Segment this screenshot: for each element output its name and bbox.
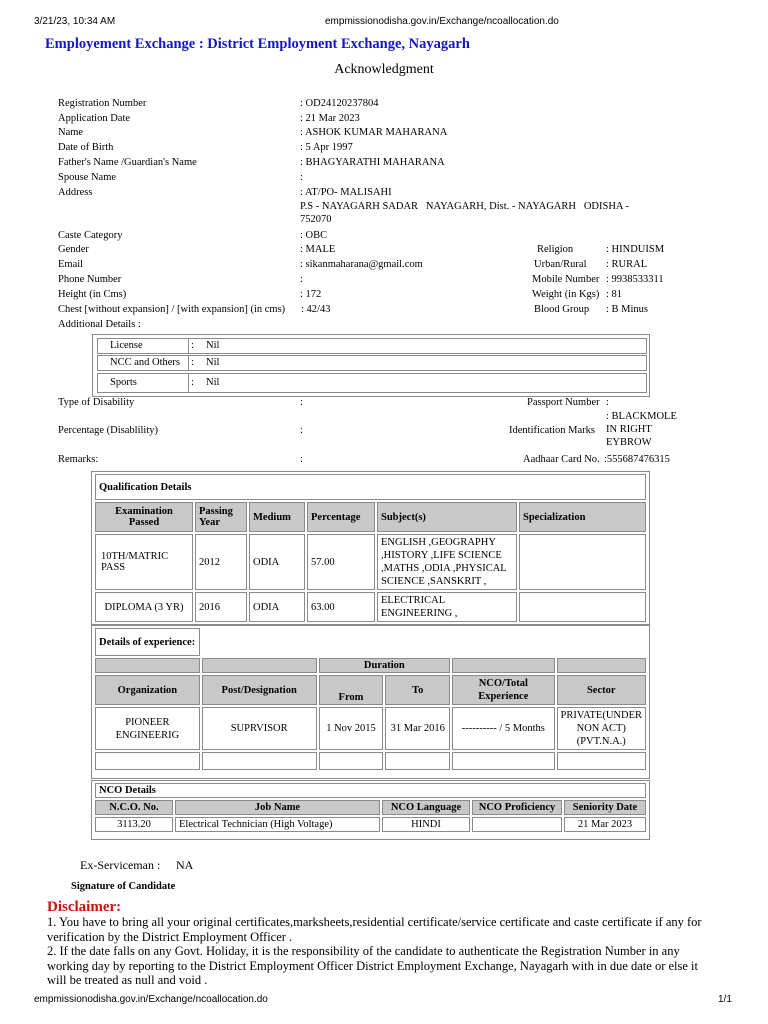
print-page-number: 1/1 — [718, 994, 732, 1005]
qual-subjects: ELECTRICAL ENGINEERING , — [377, 592, 517, 622]
qual-header-year: Passing Year — [195, 502, 247, 532]
disclaimer-point-1: 1. You have to bring all your original certificates,marksheets,residential certificate/service certificate and caste certificate if any for verification by the District Employment Officer . — [47, 915, 702, 944]
urban-label: Urban/Rural — [534, 259, 587, 270]
license-label: License — [110, 340, 143, 351]
aadhaar-label: Aadhaar Card No. — [523, 454, 600, 465]
qualification-section — [91, 471, 650, 625]
additional-row-license — [97, 338, 647, 354]
blood-value: : B Minus — [606, 304, 649, 315]
mobile-label: Mobile Number — [532, 274, 600, 285]
weight-value: : 81 — [606, 289, 623, 300]
additional-details-table — [92, 334, 650, 397]
phone-value: : — [300, 274, 303, 285]
print-footer-url: empmissionodisha.gov.in/Exchange/ncoallocation.do — [34, 994, 268, 1005]
exp-header-nco: NCO/Total Experience — [452, 675, 554, 705]
qual-header-medium: Medium — [249, 502, 305, 532]
qual-year: 2012 — [195, 534, 247, 590]
page-title: Employement Exchange : District Employment Exchange, Nayagarh — [45, 36, 470, 52]
name-label: Name — [58, 127, 84, 138]
exp-from: 1 Nov 2015 — [319, 707, 384, 750]
additional-row-ncc — [97, 355, 647, 371]
nco-job: Electrical Technician (High Voltage) — [175, 817, 380, 832]
qual-exam: DIPLOMA (3 YR) — [95, 592, 193, 622]
table-row — [95, 592, 646, 622]
exp-post: SUPRVISOR — [202, 707, 317, 750]
qual-header-specialization: Specialization — [519, 502, 646, 532]
duration-header: Duration — [319, 658, 451, 673]
qual-medium: ODIA — [249, 534, 305, 590]
table-row — [95, 817, 646, 832]
license-value: Nil — [206, 340, 220, 351]
license-sep: : — [188, 339, 194, 353]
religion-label: Religion — [537, 244, 574, 255]
print-datetime: 3/21/23, 10:34 AM — [34, 16, 116, 27]
ex-serviceman-label: Ex-Serviceman : — [80, 858, 161, 872]
email-value: : sikanmaharana@gmail.com — [300, 259, 423, 270]
spouse-value: : — [300, 172, 303, 183]
sports-sep: : — [188, 374, 194, 392]
disability-label: Type of Disability — [58, 397, 135, 408]
ncc-sep: : — [188, 356, 194, 370]
weight-label: Weight (in Kgs) — [532, 289, 600, 300]
spouse-label: Spouse Name — [58, 172, 117, 183]
nco-section — [91, 780, 650, 840]
gender-value: : MALE — [300, 244, 336, 255]
qual-spec — [519, 592, 646, 622]
table-row — [95, 707, 646, 750]
signature-label: Signature of Candidate — [71, 881, 176, 892]
qual-spec — [519, 534, 646, 590]
ncc-label: NCC and Others — [110, 357, 180, 368]
print-url: empmissionodisha.gov.in/Exchange/ncoallocation.do — [325, 16, 559, 27]
father-label: Father's Name /Guardian's Name — [58, 157, 197, 168]
exp-header-sector: Sector — [557, 675, 646, 705]
dob-value: : 5 Apr 1997 — [300, 142, 353, 153]
reg-label: Registration Number — [58, 98, 147, 109]
experience-section — [91, 625, 650, 779]
exp-header-from: From — [319, 675, 384, 705]
nco-title: NCO Details — [95, 783, 646, 798]
exp-to: 31 Mar 2016 — [385, 707, 450, 750]
table-row-empty — [95, 752, 646, 770]
address-label: Address — [58, 187, 93, 198]
sports-label: Sports — [110, 377, 137, 388]
appdate-value: : 21 Mar 2023 — [300, 113, 360, 124]
passport-label: Passport Number — [527, 397, 600, 408]
disability-value: : — [300, 397, 303, 408]
reg-value: : OD24120237804 — [300, 98, 379, 109]
dob-label: Date of Birth — [58, 142, 114, 153]
address-line1: : AT/PO- MALISAHI — [300, 187, 392, 198]
experience-table — [93, 626, 648, 772]
appdate-label: Application Date — [58, 113, 131, 124]
qual-header-subjects: Subject(s) — [377, 502, 517, 532]
percentage-value: : — [300, 425, 303, 436]
exp-header-to: To — [385, 675, 450, 705]
address-line2: P.S - NAYAGARH SADAR NAYAGARH, Dist. - NAYAGARH ODISHA - — [300, 201, 630, 212]
nco-header-language: NCO Language — [382, 800, 470, 815]
blood-label: Blood Group — [534, 304, 590, 315]
religion-value: : HINDUISM — [606, 244, 665, 255]
table-row — [95, 534, 646, 590]
name-value: : ASHOK KUMAR MAHARANA — [300, 127, 448, 138]
father-value: : BHAGYARATHI MAHARANA — [300, 157, 445, 168]
additional-label: Additional Details : — [58, 319, 141, 330]
qual-year: 2016 — [195, 592, 247, 622]
idmarks-value-3: EYBROW — [606, 437, 652, 448]
nco-language: HINDI — [382, 817, 470, 832]
chest-value: : 42/43 — [301, 304, 331, 315]
qual-header-percentage: Percentage — [307, 502, 375, 532]
nco-proficiency — [472, 817, 562, 832]
aadhaar-value: :555687476315 — [604, 454, 670, 465]
ncc-value: Nil — [206, 357, 220, 368]
percentage-label: Percentage (Disablility) — [58, 425, 159, 436]
nco-header-no: N.C.O. No. — [95, 800, 173, 815]
exp-org: PIONEER ENGINEERIG — [95, 707, 200, 750]
height-value: : 172 — [300, 289, 322, 300]
disclaimer-title: Disclaimer: — [47, 899, 122, 915]
caste-label: Caste Category — [58, 230, 123, 241]
exp-header-post: Post/Designation — [202, 675, 317, 705]
experience-title: Details of experience: — [95, 628, 200, 656]
remarks-value: : — [300, 454, 303, 465]
height-label: Height (in Cms) — [58, 289, 127, 300]
caste-value: : OBC — [300, 230, 328, 241]
qualification-table — [93, 472, 648, 624]
gender-label: Gender — [58, 244, 89, 255]
nco-header-date: Seniority Date — [564, 800, 646, 815]
qualification-title: Qualification Details — [95, 474, 646, 500]
idmarks-label: Identification Marks — [509, 425, 596, 436]
email-label: Email — [58, 259, 84, 270]
mobile-value: : 9938533311 — [606, 274, 664, 285]
disclaimer-point-2: 2. If the date falls on any Govt. Holiday, it is the responsibility of the candidate to authenticate the Registration Number in any working day by reporting to the District Employment Officer District Employment Exchange, Nayagarh with in due date or else it will be treated as null and void . — [47, 944, 698, 987]
sports-value: Nil — [206, 377, 220, 388]
qual-medium: ODIA — [249, 592, 305, 622]
chest-label: Chest [without expansion] / [with expansion] (in cms) — [58, 304, 286, 315]
additional-row-sports — [97, 373, 647, 393]
qual-percentage: 63.00 — [307, 592, 375, 622]
nco-header-proficiency: NCO Proficiency — [472, 800, 562, 815]
qual-exam: 10TH/MATRIC PASS — [95, 534, 193, 590]
idmarks-value-2: IN RIGHT — [606, 424, 652, 435]
nco-date: 21 Mar 2023 — [564, 817, 646, 832]
phone-label: Phone Number — [58, 274, 122, 285]
exp-header-org: Organization — [95, 675, 200, 705]
idmarks-value-1: : BLACKMOLE — [606, 411, 677, 422]
nco-table — [93, 781, 648, 834]
acknowledgment-heading: Acknowledgment — [334, 62, 434, 77]
remarks-label: Remarks: — [58, 454, 99, 465]
urban-value: : RURAL — [606, 259, 648, 270]
exp-nco: ---------- / 5 Months — [452, 707, 554, 750]
passport-value: : — [606, 397, 609, 408]
ex-serviceman-value: NA — [176, 858, 194, 872]
qual-header-exam: Examination Passed — [95, 502, 193, 532]
address-line3: 752070 — [300, 214, 332, 225]
nco-no: 3113.20 — [95, 817, 173, 832]
qual-subjects: ENGLISH ,GEOGRAPHY ,HISTORY ,LIFE SCIENCE ,MATHS ,ODIA ,PHYSICAL SCIENCE ,SANSKRIT , — [377, 534, 517, 590]
nco-header-job: Job Name — [175, 800, 380, 815]
qual-percentage: 57.00 — [307, 534, 375, 590]
exp-sector: PRIVATE(UNDER NON ACT) (PVT.N.A.) — [557, 707, 646, 750]
